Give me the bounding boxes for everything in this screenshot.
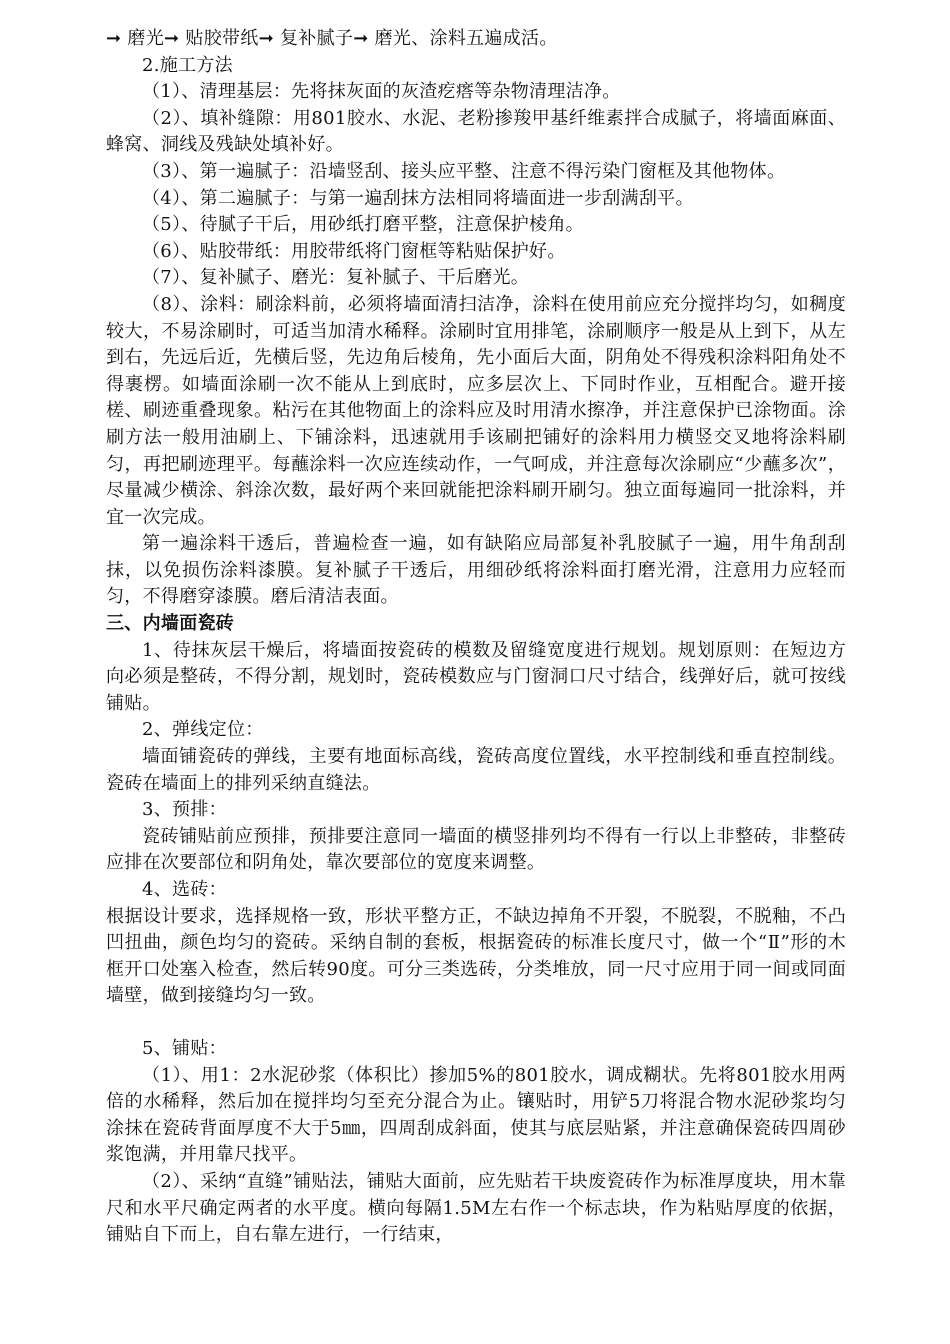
- body-paragraph: ➞ 磨光➞ 贴胶带纸➞ 复补腻子➞ 磨光、涂料五遍成活。: [106, 28, 558, 49]
- body-paragraph: （6）、贴胶带纸：用胶带纸将门窗框等粘贴保护好。: [142, 240, 566, 262]
- body-paragraph: 1、待抹灰层干燥后，将墙面按瓷砖的模数及留缝宽度进行规划。规划原则：在短边方向必须是整砖，不得分割，规划时，瓷砖模数应与门窗洞口尺寸结合，线弹好后，就可按线铺贴。: [106, 639, 846, 714]
- body-paragraph: （1）、用1：2水泥砂浆（体积比）掺加5%的801胶水，调成糊状。先将801胶水用两倍的水稀释，然后加在搅拌均匀至充分混合为止。镶贴时，用铲5刀将混合物水泥砂浆均匀涂抹在瓷砖背面厚度不大于5㎜，四周刮成斜面，使其与底层贴紧，并注意确保瓷砖四周砂浆饱满，并用靠尺找平。: [106, 1064, 846, 1166]
- body-paragraph: 瓷砖铺贴前应预排，预排要注意同一墙面的横竖排列均不得有一行以上非整砖，非整砖应排在次要部位和阴角处，靠次要部位的宽度来调整。: [106, 825, 846, 874]
- body-paragraph: 2.施工方法: [142, 54, 233, 76]
- body-paragraph: （7）、复补腻子、磨光：复补腻子、干后磨光。: [142, 267, 530, 289]
- blank-line: [106, 1010, 846, 1036]
- body-paragraph: 3、预排：: [142, 799, 227, 821]
- body-paragraph: （2）、填补缝隙：用801胶水、水泥、老粉掺羧甲基纤维素拌合成腻子，将墙面麻面、蜂窝、洞线及残缺处填补好。: [106, 107, 846, 156]
- body-paragraph: （4）、第二遍腻子：与第一遍刮抹方法相同将墙面进一步刮满刮平。: [142, 187, 694, 209]
- body-paragraph: 5、铺贴：: [142, 1037, 227, 1059]
- document-page: [106, 26, 846, 1249]
- section-heading: 三、内墙面瓷砖: [106, 613, 235, 635]
- body-paragraph: （5）、待腻子干后，用砂纸打磨平整，注意保护棱角。: [142, 214, 584, 236]
- body-paragraph: 2、弹线定位：: [142, 719, 264, 741]
- body-paragraph: 4、选砖：: [142, 879, 227, 900]
- body-paragraph: 根据设计要求，选择规格一致，形状平整方正，不缺边掉角不开裂，不脱裂，不脱釉，不凸凹扭曲，颜色均匀的瓷砖。采纳自制的套板，根据瓷砖的标准长度尺寸，做一个“Ⅱ”形的木框开口处塞入检查，然后转90度。可分三类选砖，分类堆放，同一尺寸应用于同一间或同面墙壁，做到接缝均匀一致。: [106, 905, 846, 1007]
- body-paragraph: （1）、清理基层：先将抹灰面的灰渣疙瘩等杂物清理洁净。: [142, 81, 621, 103]
- body-paragraph: （8）、涂料：刷涂料前，必须将墙面清扫洁净，涂料在使用前应充分搅拌均匀，如稠度较大，不易涂刷时，可适当加清水稀释。涂刷时宜用排笔，涂刷顺序一般是从上到下，从左到右，先远后近，先横后竖，先边角后棱角，先小面后大面，阴角处不得残积涂料阳角处不得裹楞。如墙面涂刷一次不能从上到底时，应多层次上、下同时作业，互相配合。避开接槎、刷迹重叠现象。粘污在其他物面上的涂料应及时用清水擦净，并注意保护已涂物面。涂刷方法一般用油刷上、下铺涂料，迅速就用手该刷把铺好的涂料用力横竖交叉地将涂料刷匀，再把刷迹理平。每蘸涂料一次应连续动作，一气呵成，并注意每次涂刷应“少蘸多次”，尽量减少横涂、斜涂次数，最好两个来回就能把涂料刷开刷匀。独立面每遍同一批涂料，并宜一次完成。: [106, 293, 846, 528]
- body-paragraph: 墙面铺瓷砖的弹线，主要有地面标高线，瓷砖高度位置线，水平控制线和垂直控制线。瓷砖在墙面上的排列采纳直缝法。: [106, 746, 846, 794]
- body-paragraph: （3）、第一遍腻子：沿墙竖刮、接头应平整、注意不得污染门窗框及其他物体。: [142, 160, 786, 182]
- body-paragraph: 第一遍涂料干透后，普遍检查一遍，如有缺陷应局部复补乳胶腻子一遍，用牛角刮刮抹，以免损伤涂料漆膜。复补腻子干透后，用细砂纸将涂料面打磨光滑，注意用力应轻而匀，不得磨穿漆膜。磨后清洁表面。: [106, 533, 846, 608]
- body-paragraph: （2）、采纳“直缝”铺贴法，铺贴大面前，应先贴若干块废瓷砖作为标准厚度块，用木靠尺和水平尺确定两者的水平度。横向每隔1.5M左右作一个标志块，作为粘贴厚度的依据，铺贴自下而上，自右靠左进行，一行结束，: [106, 1170, 846, 1246]
